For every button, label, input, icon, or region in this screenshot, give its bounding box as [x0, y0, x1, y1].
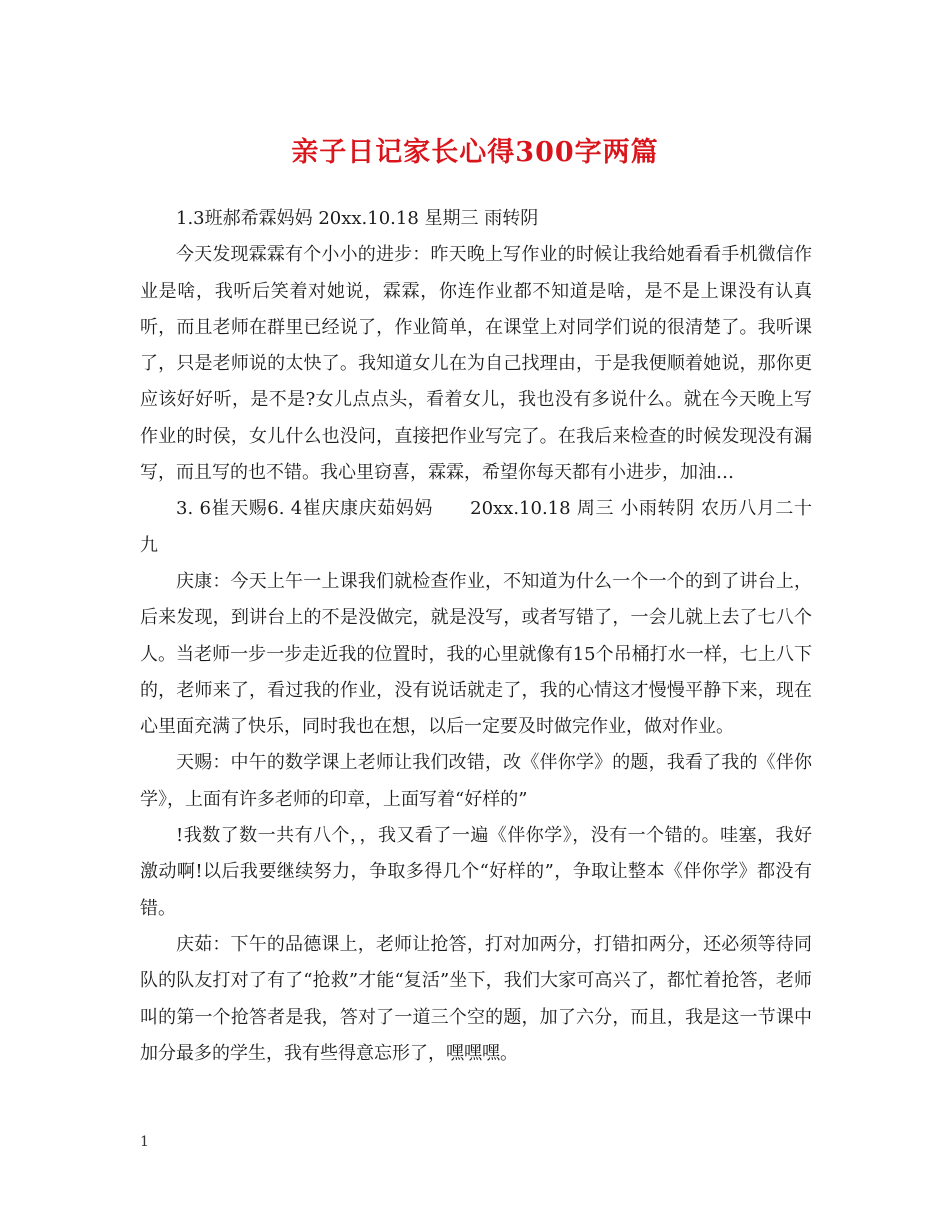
page-number: 1	[140, 1134, 149, 1150]
diary-header-1: 1.3班郝希霖妈妈 20xx.10.18 星期三 雨转阴	[176, 208, 539, 229]
paragraph: 庆茹：下午的品德课上，老师让抢答，打对加两分，打错扣两分，还必须等待同队的队友打对了有了“抢救”才能“复活”坐下，我们大家可高兴了，都忙着抢答，老师叫的第一个抢答者是我，答对了一道三个空的题，加了六分，而且，我是这一节课中加分最多的学生，我有些得意忘形了，嘿嘿嘿。	[140, 933, 812, 1064]
diary-header-2: 3. 6崔天赐6. 4崔庆康庆茹妈妈 20xx.10.18 周三 小雨转阴 农历八月二十九	[140, 498, 812, 556]
paragraph: 今天发现霖霖有个小小的进步：昨天晚上写作业的时候让我给她看看手机微信作业是啥，我听后笑着对她说，霖霖，你连作业都不知道是啥，是不是上课没有认真听，而且老师在群里已经说了，作业简单，在课堂上对同学们说的很清楚了。我听课了，只是老师说的太快了。我知道女儿在为自己找理由，于是我便顺着她说，那你更应该好好听，是不是?女儿点点头，看着女儿，我也没有多说什么。就在今天晚上写作业的时侯，女儿什么也没问，直接把作业写完了。在我后来检查的时候发现没有漏写，而且写的也不错。我心里窃喜，霖霖，希望你每天都有小进步，加油…	[140, 244, 812, 484]
paragraph: !我数了数一共有八个，，我又看了一遍《伴你学》，没有一个错的。哇塞，我好激动啊!以后我要继续努力，争取多得几个“好样的”，争取让整本《伴你学》都没有错。	[140, 825, 812, 919]
paragraph: 庆康：今天上午一上课我们就检查作业，不知道为什么一个一个的到了讲台上，后来发现，到讲台上的不是没做完，就是没写，或者写错了，一会儿就上去了七八个人。当老师一步一步走近我的位置时，我的心里就像有15个吊桶打水一样，七上八下的，老师来了，看过我的作业，没有说话就走了，我的心情这才慢慢平静下来，现在心里面充满了快乐，同时我也在想，以后一定要及时做完作业，做对作业。	[140, 570, 812, 738]
document-body	[140, 201, 812, 1072]
document-title: 亲子日记家长心得300字两篇	[291, 137, 659, 168]
paragraph: 天赐：中午的数学课上老师让我们改错，改《伴你学》的题，我看了我的《伴你学》，上面有许多老师的印章，上面写着“好样的”	[140, 752, 812, 810]
